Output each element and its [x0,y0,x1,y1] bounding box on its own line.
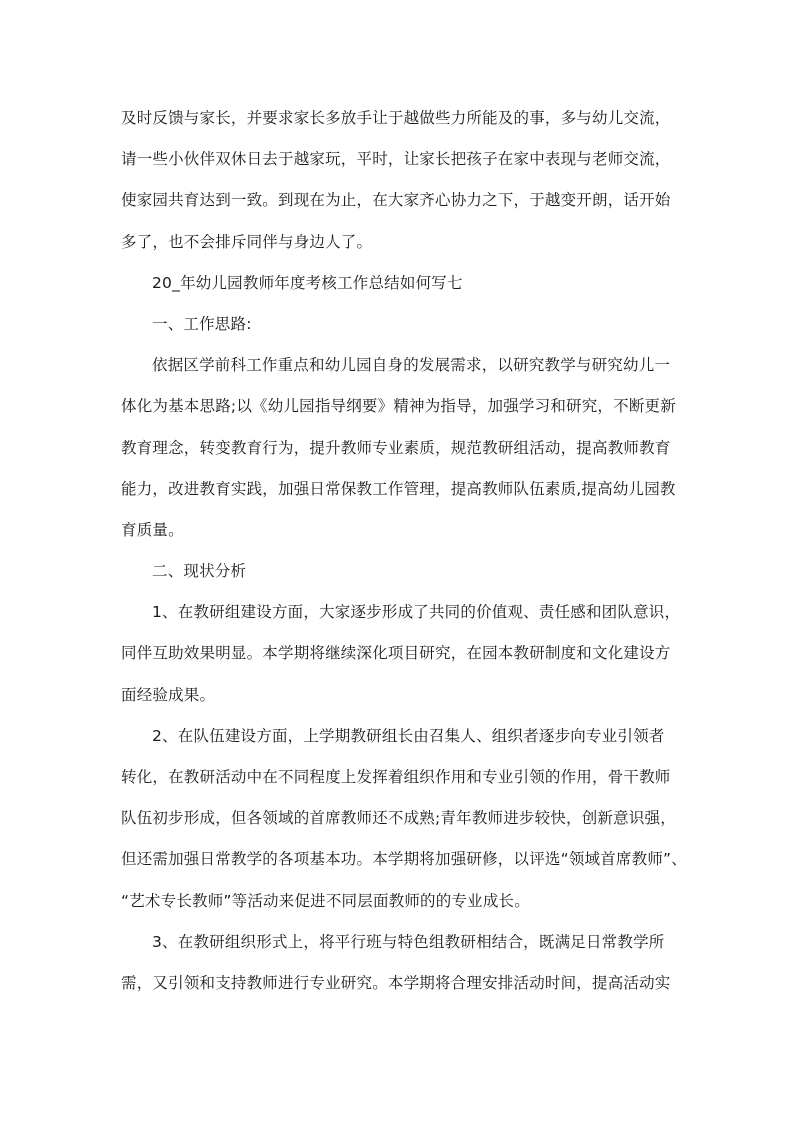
text-line: 依据区学前科工作重点和幼儿园自身的发展需求，以研究教学与研究幼儿一 [152,356,671,375]
section-heading: 20_年幼儿园教师年度考核工作总结如何写七 [152,273,463,292]
text-line: 能力，改进教育实践，加强日常保教工作管理，提高教师队伍素质,提高幼儿园教 [121,479,676,498]
text-line: 需，又引领和支持教师进行专业研究。本学期将合理安排活动时间，提高活动实 [121,973,671,992]
text-line: 教育理念，转变教育行为，提升教师专业素质，规范教研组活动，提高教师教育 [121,438,671,457]
text-line: 育质量。 [121,520,184,539]
text-line: 面经验成果。 [121,685,216,704]
text-line: 使家园共育达到一致。到现在为止，在大家齐心协力之下，于越变开朗，话开始 [121,191,671,210]
text-line: 多了，也不会排斥同伴与身边人了。 [121,232,373,251]
text-line: 队伍初步形成，但各领域的首席教师还不成熟;青年教师进步较快，创新意识强， [121,809,676,828]
text-line: “艺术专长教师”等活动来促进不同层面教师的的专业成长。 [121,891,530,910]
section-heading: 一、工作思路: [152,314,252,333]
text-line: 3、在教研组织形式上，将平行班与特色组教研相结合，既满足日常教学所 [152,932,665,951]
document-body [121,98,687,1004]
section-heading: 二、现状分析 [152,562,247,581]
text-line: 及时反馈与家长，并要求家长多放手让于越做些力所能及的事，多与幼儿交流， [121,109,671,127]
text-line: 体化为基本思路;以《幼儿园指导纲要》精神为指导，加强学习和研究，不断更新 [121,397,676,416]
text-line: 转化，在教研活动中在不同程度上发挥着组织作用和专业引领的作用，骨干教师 [121,768,671,786]
text-line: 请一些小伙伴双休日去于越家玩，平时，让家长把孩子在家中表现与老师交流， [121,150,671,169]
text-line: 2、在队伍建设方面，上学期教研组长由召集人、组织者逐步向专业引领者 [152,726,665,745]
text-line: 1、在教研组建设方面，大家逐步形成了共同的价值观、责任感和团队意识， [152,603,681,622]
text-line: 但还需加强日常教学的各项基本功。本学期将加强研修，以评选“领域首席教师”、 [121,850,687,869]
text-line: 同伴互助效果明显。本学期将继续深化项目研究，在园本教研制度和文化建设方 [121,644,671,663]
